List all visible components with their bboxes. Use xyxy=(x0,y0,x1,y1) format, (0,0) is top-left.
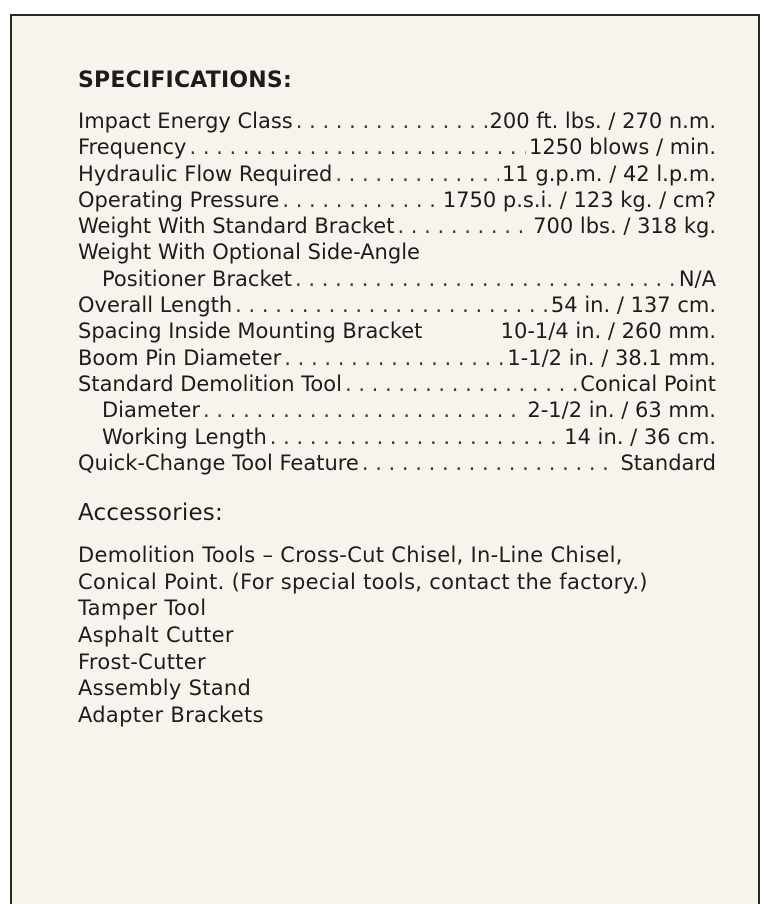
spec-label: Standard Demolition Tool xyxy=(78,371,342,396)
spec-value: Conical Point xyxy=(580,371,716,396)
dot-leader xyxy=(397,213,530,239)
spec-row xyxy=(78,397,716,423)
accessory-item: Asphalt Cutter xyxy=(78,622,234,647)
spec-value: Standard xyxy=(620,450,716,475)
spec-label: Weight With Optional Side-Angle xyxy=(78,240,420,265)
spec-row xyxy=(78,371,716,397)
spec-value: N/A xyxy=(678,266,716,291)
spec-sheet-panel xyxy=(10,14,760,904)
spec-label: Hydraulic Flow Required xyxy=(78,161,333,186)
accessory-item: Assembly Stand xyxy=(78,676,252,701)
spec-label: Impact Energy Class xyxy=(78,109,293,133)
spec-value: 14 in. / 36 cm. xyxy=(564,424,716,449)
spec-value: 10-1/4 in. / 260 mm. xyxy=(500,319,716,344)
accessories-list xyxy=(78,542,716,728)
accessory-item: Frost-Cutter xyxy=(78,649,206,674)
spec-value: 200 ft. lbs. / 270 n.m. xyxy=(489,109,716,133)
accessory-item: Conical Point. (For special tools, contact the factory.) xyxy=(78,569,648,594)
dot-leader xyxy=(235,292,548,318)
spec-row xyxy=(78,450,716,476)
spec-row xyxy=(78,161,716,187)
spec-row xyxy=(78,424,716,450)
spec-value: 11 g.p.m. / 42 l.p.m. xyxy=(501,161,716,186)
dot-leader xyxy=(345,371,577,397)
spec-label: Boom Pin Diameter xyxy=(78,345,282,370)
accessory-item: Tamper Tool xyxy=(78,596,207,621)
spec-value: 1-1/2 in. / 38.1 mm. xyxy=(507,345,716,370)
spec-row xyxy=(78,108,716,134)
spec-value: 2-1/2 in. / 63 mm. xyxy=(527,398,716,423)
dot-leader xyxy=(295,266,676,292)
spec-row xyxy=(78,134,716,160)
dot-leader xyxy=(296,108,487,134)
spec-row xyxy=(78,292,716,318)
dot-leader xyxy=(284,345,504,371)
dot-leader xyxy=(362,450,618,476)
spec-label: Overall Length xyxy=(78,293,233,318)
spec-row xyxy=(78,266,716,292)
spec-label: Operating Pressure xyxy=(78,187,280,212)
specifications-heading: SPECIFICATIONS: xyxy=(78,68,292,93)
spec-label: Weight With Standard Bracket xyxy=(78,214,395,239)
spec-value: 700 lbs. / 318 kg. xyxy=(533,214,716,239)
spec-row xyxy=(78,345,716,371)
dot-leader xyxy=(282,187,439,213)
spec-label: Frequency xyxy=(78,135,187,160)
spec-row xyxy=(78,239,716,265)
spec-value: 1250 blows / min. xyxy=(529,135,716,160)
spec-label: Spacing Inside Mounting Bracket xyxy=(78,319,423,344)
dot-leader xyxy=(203,397,524,423)
spec-label: Working Length xyxy=(102,424,267,449)
dot-leader xyxy=(335,161,499,187)
dot-leader xyxy=(270,424,562,450)
spec-row xyxy=(78,318,716,344)
spec-label: Quick-Change Tool Feature xyxy=(78,450,359,475)
spec-row xyxy=(78,187,716,213)
dot-leader xyxy=(190,134,527,160)
spec-row xyxy=(78,213,716,239)
spec-value: 54 in. / 137 cm. xyxy=(550,293,716,318)
spec-label: Diameter xyxy=(102,398,201,423)
accessory-item: Demolition Tools – Cross-Cut Chisel, In-Line Chisel, xyxy=(78,543,623,568)
accessories-heading: Accessories: xyxy=(78,500,223,527)
specifications-list xyxy=(78,108,716,476)
spec-sheet-content xyxy=(78,66,716,728)
spec-value: 1750 p.s.i. / 123 kg. / cm? xyxy=(442,187,716,212)
accessory-item: Adapter Brackets xyxy=(78,702,264,727)
spec-label: Positioner Bracket xyxy=(102,266,293,291)
